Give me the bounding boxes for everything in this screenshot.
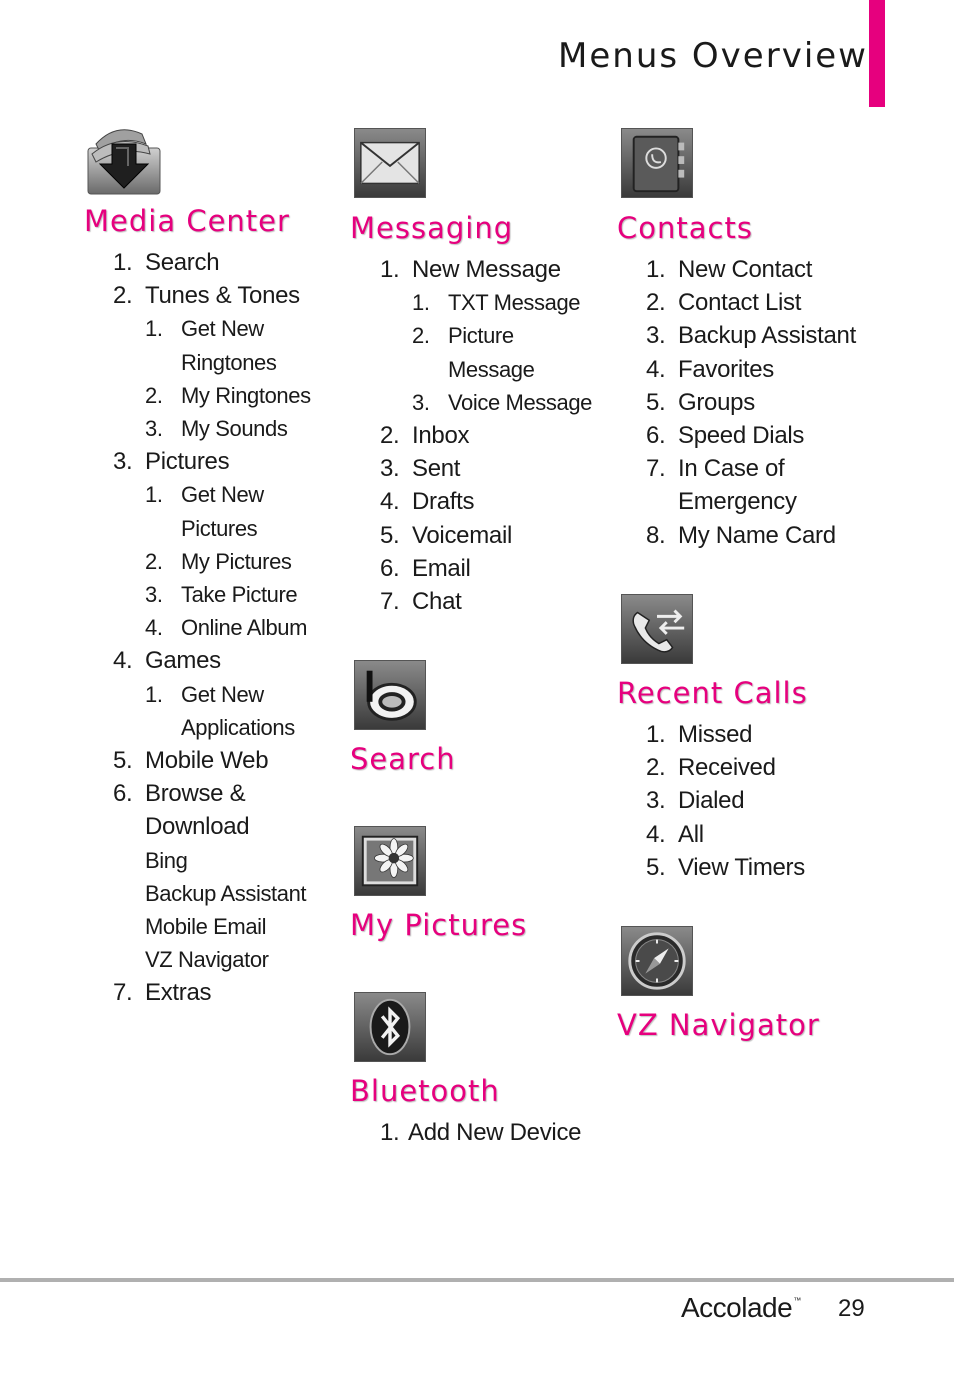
flower-picture-icon — [354, 826, 426, 896]
list-item: 2. Inbox — [380, 422, 470, 450]
sub-list-item: Mobile Email — [145, 914, 267, 940]
list-item: 5. Mobile Web — [113, 747, 269, 775]
list-item: 3. Backup Assistant — [646, 322, 856, 350]
vz-navigator-title: VZ Navigator — [617, 1008, 820, 1042]
list-item: 3. Pictures — [113, 448, 230, 476]
recent-calls-title: Recent Calls — [617, 676, 808, 710]
brand-logo: Accolade™ — [681, 1292, 801, 1323]
sub-list-item: 1. Get New — [145, 482, 264, 508]
list-item: 7. In Case of — [646, 455, 785, 483]
sub-list-item-cont: Pictures — [181, 515, 258, 541]
list-item: 5. Voicemail — [380, 521, 513, 549]
sub-list-item-cont: Message — [448, 356, 535, 382]
address-book-icon — [621, 128, 693, 198]
list-item: 4. Drafts — [380, 488, 475, 516]
sub-list-item: 3. Voice Message — [412, 389, 592, 415]
list-item-cont: Emergency — [678, 488, 797, 516]
messaging-list — [380, 253, 592, 618]
list-item: 4. All — [646, 820, 704, 848]
sub-list-item: Backup Assistant — [145, 880, 307, 906]
page-title: Menus Overview — [558, 36, 868, 76]
sub-list-item: 1. Get New — [145, 681, 264, 707]
messaging-title: Messaging — [350, 211, 514, 245]
envelope-icon — [354, 128, 426, 198]
list-item: 1. Search — [113, 249, 220, 276]
list-item: 7. Chat — [380, 588, 462, 616]
media-center-list — [113, 246, 311, 1010]
list-item: 6. Speed Dials — [646, 422, 805, 450]
my-pictures-title: My Pictures — [350, 908, 528, 942]
sub-list-item: 2. My Pictures — [145, 548, 292, 574]
list-item: 2. Received — [646, 754, 776, 782]
sub-list-item: 1. TXT Message — [412, 290, 581, 316]
download-arrow-icon — [86, 124, 162, 196]
bluetooth-title: Bluetooth — [350, 1074, 500, 1108]
list-item: 6. Email — [380, 554, 471, 582]
list-item: 2. Contact List — [646, 289, 802, 317]
list-item: 2. Tunes & Tones — [113, 282, 300, 310]
contacts-title: Contacts — [617, 211, 753, 245]
sub-list-item: 2. My Ringtones — [145, 382, 311, 408]
list-item: 1. Missed — [646, 721, 753, 748]
page-number: 29 — [838, 1295, 865, 1322]
list-item: 1. New Contact — [646, 256, 813, 283]
list-item: 4. Favorites — [646, 355, 774, 383]
recent-calls-list — [646, 718, 805, 884]
compass-icon — [621, 926, 693, 996]
sub-list-item: 3. My Sounds — [145, 416, 288, 442]
list-item: 5. View Timers — [646, 853, 805, 881]
list-item: 4. Games — [113, 647, 221, 675]
title-accent-bar — [869, 0, 885, 107]
list-item: 8. My Name Card — [646, 521, 836, 549]
search-title: Search — [350, 742, 456, 776]
sub-list-item: 3. Take Picture — [145, 582, 298, 608]
sub-list-item: 4. Online Album — [145, 615, 308, 641]
list-item-cont: Download — [145, 813, 250, 841]
list-item: 3. Sent — [380, 455, 461, 483]
sub-list-item-cont: Applications — [181, 714, 295, 740]
sub-list-item: 1. Get New — [145, 316, 264, 342]
sub-list-item: 2. Picture — [412, 323, 514, 349]
media-center-title: Media Center — [84, 204, 290, 238]
list-item: 1. New Message — [380, 256, 561, 283]
list-item: 3. Dialed — [646, 787, 745, 815]
bluetooth-icon — [354, 992, 426, 1062]
bing-search-icon — [354, 660, 426, 730]
contacts-list — [646, 253, 856, 552]
list-item: 5. Groups — [646, 388, 755, 416]
sub-list-item: Bing — [145, 847, 188, 873]
sub-list-item: VZ Navigator — [145, 947, 269, 973]
list-item: 7. Extras — [113, 979, 212, 1007]
bluetooth-list — [380, 1116, 581, 1149]
phone-arrows-icon — [621, 594, 693, 664]
footer-divider — [0, 1278, 954, 1282]
list-item: 6. Browse & — [113, 780, 246, 808]
list-item: 1. Add New Device — [380, 1119, 582, 1146]
sub-list-item-cont: Ringtones — [181, 349, 277, 375]
